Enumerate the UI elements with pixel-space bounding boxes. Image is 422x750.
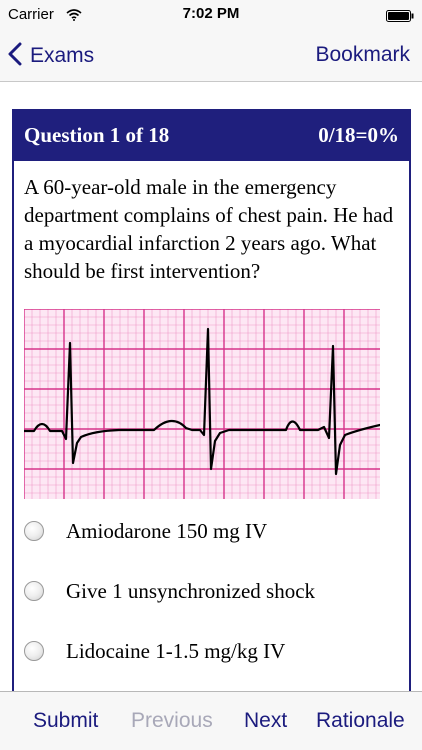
question-card — [12, 109, 411, 709]
next-button[interactable]: Next — [244, 709, 288, 732]
answer-option-3[interactable] — [24, 631, 394, 671]
ecg-strip-image — [24, 309, 380, 499]
status-bar — [0, 0, 422, 30]
question-header — [14, 111, 409, 161]
answer-option-1[interactable] — [24, 511, 394, 551]
navigation-bar — [0, 30, 422, 82]
back-button[interactable] — [8, 40, 94, 72]
previous-button[interactable]: Previous — [131, 709, 213, 732]
radio-button-icon[interactable] — [24, 521, 44, 541]
question-number: Question 1 of 18 — [24, 123, 170, 147]
back-label: Exams — [30, 44, 95, 67]
submit-button[interactable]: Submit — [33, 709, 99, 732]
answer-label: Give 1 unsynchronized shock — [66, 578, 316, 603]
chevron-left-icon — [8, 42, 22, 71]
answer-label: Amiodarone 150 mg IV — [66, 518, 268, 543]
radio-button-icon[interactable] — [24, 641, 44, 661]
question-scroll-area[interactable] — [0, 83, 422, 691]
answer-option-2[interactable] — [24, 571, 394, 611]
battery-icon — [386, 9, 414, 27]
question-text: A 60-year-old male in the emergency department complains of chest pain. He had a myocardial infarction 2 years ago. What should be first intervention? — [24, 175, 394, 283]
bookmark-button[interactable]: Bookmark — [315, 43, 410, 66]
status-time: 7:02 PM — [182, 5, 240, 22]
carrier-label: Carrier — [8, 6, 54, 23]
answer-label: Lidocaine 1-1.5 mg/kg IV — [66, 638, 286, 663]
radio-button-icon[interactable] — [24, 581, 44, 601]
score-label: 0/18=0% — [318, 123, 399, 147]
bottom-toolbar — [0, 691, 422, 750]
rationale-button[interactable]: Rationale — [316, 709, 405, 732]
